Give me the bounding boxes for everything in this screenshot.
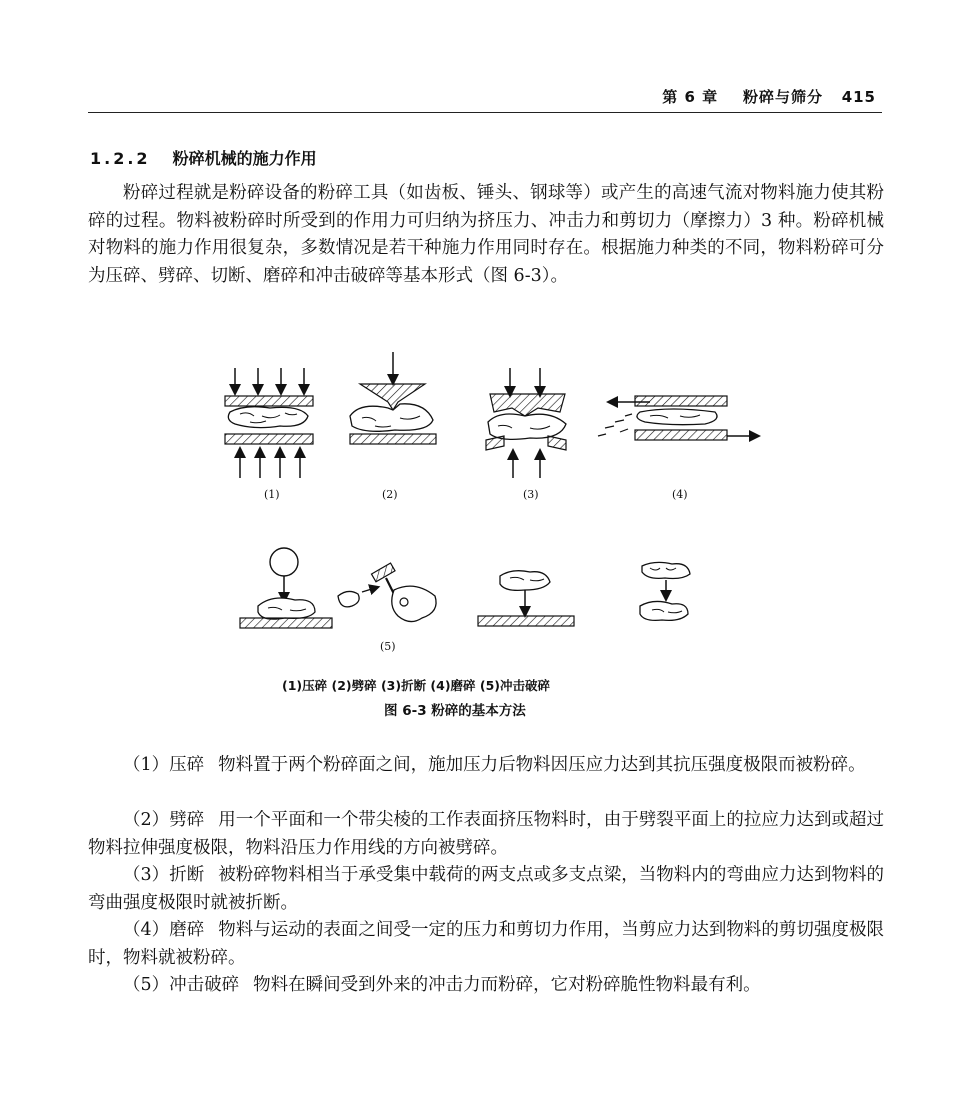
panel-impact — [240, 548, 690, 628]
list-item — [88, 917, 884, 972]
item-term: （1）压碎 — [123, 755, 205, 775]
section-number: 1.2.2 — [90, 149, 151, 168]
panel-label-1: (1) — [264, 488, 280, 501]
section-title: 粉碎机械的施力作用 — [172, 149, 317, 168]
item-term: （2）劈碎 — [123, 810, 205, 830]
page-number: 415 — [841, 88, 876, 106]
chapter-number: 第 6 章 — [662, 88, 719, 106]
list-item — [88, 972, 884, 1000]
panel-label-3: (3) — [523, 488, 539, 501]
item-term: （3）折断 — [123, 865, 205, 885]
section-heading — [90, 146, 317, 169]
item-text: 物料与运动的表面之间受一定的压力和剪切力作用，当剪应力达到物料的剪切强度极限时，物料就被粉碎。 — [88, 920, 885, 968]
list-item — [88, 752, 884, 780]
panel-label-2: (2) — [382, 488, 398, 501]
panel-label-4: (4) — [672, 488, 688, 501]
panel-splitting — [350, 352, 436, 444]
panel-label-5: (5) — [380, 640, 396, 653]
header-text — [662, 86, 876, 107]
item-text: 被粉碎物料相当于承受集中载荷的两支点或多支点梁，当物料内的弯曲应力达到物料的弯曲强度极限时就被折断。 — [88, 865, 885, 913]
item-text: 物料置于两个粉碎面之间，施加压力后物料因压应力达到其抗压强度极限而被粉碎。 — [218, 755, 866, 775]
comminution-diagram — [200, 350, 780, 670]
panel-bending — [486, 368, 566, 478]
list-item — [88, 862, 884, 917]
intro-paragraph: 粉碎过程就是粉碎设备的粉碎工具（如齿板、锤头、钢球等）或产生的高速气流对物料施力使其粉碎的过程。物料被粉碎时所受到的作用力可归纳为挤压力、冲击力和剪切力（摩擦力）3 种。粉碎机械对物料的施力作用很复杂，多数情况是若干种施力作用同时存在。根据施力种类的不同，物料粉碎可分为压碎、劈碎、切断、磨碎和冲击破碎等基本形式（图 6-3）。 — [88, 183, 884, 286]
figure-legend: (1)压碎 (2)劈碎 (3)折断 (4)磨碎 (5)冲击破碎 — [282, 678, 551, 693]
item-text: 用一个平面和一个带尖棱的工作表面挤压物料时，由于劈裂平面上的拉应力达到或超过物料拉伸强度极限，物料沿压力作用线的方向被劈碎。 — [88, 810, 885, 858]
figure-caption: 图 6-3 粉碎的基本方法 — [384, 703, 526, 719]
panel-crushing — [225, 368, 313, 478]
item-text: 物料在瞬间受到外来的冲击力而粉碎，它对粉碎脆性物料最有利。 — [253, 975, 761, 995]
chapter-title: 粉碎与筛分 — [743, 88, 824, 106]
panel-grinding — [598, 396, 755, 440]
figure-6-3 — [200, 350, 780, 730]
page-header — [88, 84, 882, 113]
list-item — [88, 807, 884, 862]
item-term: （5）冲击破碎 — [123, 975, 240, 995]
item-term: （4）磨碎 — [123, 920, 205, 940]
